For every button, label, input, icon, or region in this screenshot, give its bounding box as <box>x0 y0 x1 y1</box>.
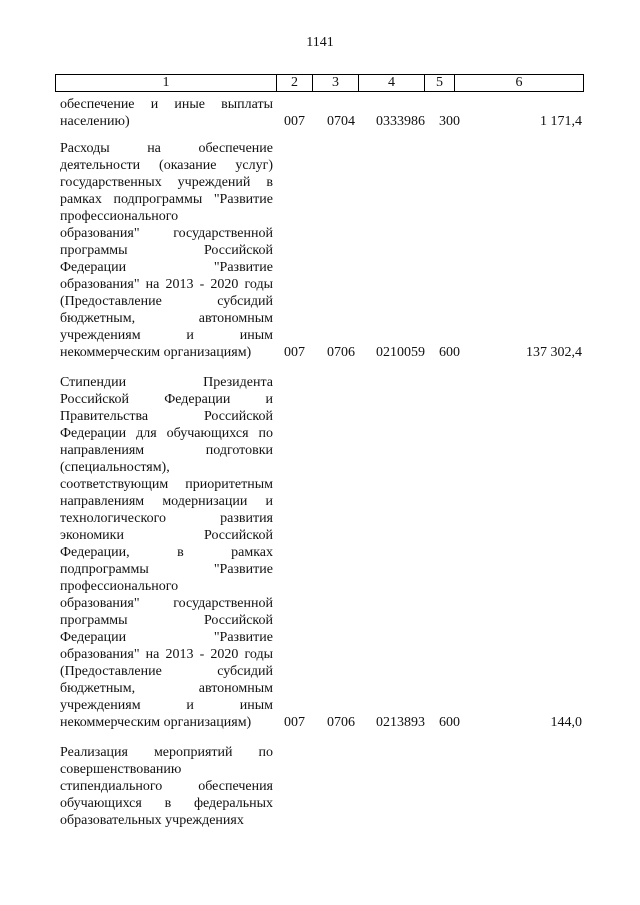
column-header-4: 4 <box>359 75 425 92</box>
description-line: программы Российской <box>60 243 273 258</box>
description-line: образования" государственной <box>60 596 273 611</box>
description-line: Федерации "Развитие <box>60 260 273 275</box>
page-number: 1141 <box>306 35 334 50</box>
description-line: некоммерческим организациям) <box>60 715 252 730</box>
row-cell-c6: 1 171,4 <box>540 114 582 129</box>
column-header-1: 1 <box>56 75 277 92</box>
description-line: Стипендии Президента <box>60 375 273 390</box>
description-line: деятельности (оказание услуг) <box>60 158 273 173</box>
description-line: учреждениям и иным <box>60 328 273 343</box>
column-header-table <box>55 74 584 92</box>
description-line: некоммерческим организациям) <box>60 345 252 360</box>
description-line: экономики Российской <box>60 528 273 543</box>
description-line: направлениям подготовки <box>60 443 273 458</box>
description-line: обеспечение и иные выплаты <box>60 97 273 112</box>
description-line: (Предоставление субсидий <box>60 664 273 679</box>
row-cell-c4: 0213893 <box>376 715 425 730</box>
description-line: программы Российской <box>60 613 273 628</box>
row-cell-c4: 0333986 <box>376 114 425 129</box>
description-line: образовательных учреждениях <box>60 813 244 828</box>
description-line: Федерации, в рамках <box>60 545 273 560</box>
description-line: бюджетным, автономным <box>60 311 273 326</box>
description-line: подпрограммы "Развитие <box>60 562 273 577</box>
row-cell-c2: 007 <box>284 715 305 730</box>
row-cell-c2: 007 <box>284 114 305 129</box>
description-line: Российской Федерации и <box>60 392 273 407</box>
description-line: государственных учреждений в <box>60 175 273 190</box>
description-line: (Предоставление субсидий <box>60 294 273 309</box>
row-description <box>60 96 273 130</box>
description-line: профессионального <box>60 579 179 594</box>
description-line: Расходы на обеспечение <box>60 141 273 156</box>
description-line: бюджетным, автономным <box>60 681 273 696</box>
row-cell-c5: 600 <box>439 715 460 730</box>
column-header-5: 5 <box>425 75 455 92</box>
row-cell-c6: 137 302,4 <box>526 345 582 360</box>
description-line: Реализация мероприятий по <box>60 745 273 760</box>
column-header-6: 6 <box>455 75 584 92</box>
description-line: образования" на 2013 - 2020 годы <box>60 647 273 662</box>
description-line: Федерации "Развитие <box>60 630 273 645</box>
description-line: Правительства Российской <box>60 409 273 424</box>
description-line: соответствующим приоритетным <box>60 477 273 492</box>
description-line: технологического развития <box>60 511 273 526</box>
row-cell-c3: 0704 <box>327 114 355 129</box>
row-cell-c2: 007 <box>284 345 305 360</box>
description-line: стипендиального обеспечения <box>60 779 273 794</box>
row-cell-c5: 300 <box>439 114 460 129</box>
row-cell-c3: 0706 <box>327 345 355 360</box>
description-line: образования" на 2013 - 2020 годы <box>60 277 273 292</box>
description-line: Федерации для обучающихся по <box>60 426 273 441</box>
row-description <box>60 744 273 829</box>
description-line: образования" государственной <box>60 226 273 241</box>
row-cell-c3: 0706 <box>327 715 355 730</box>
row-description <box>60 374 273 731</box>
row-cell-c5: 600 <box>439 345 460 360</box>
row-cell-c4: 0210059 <box>376 345 425 360</box>
description-line: направлениям модернизации и <box>60 494 273 509</box>
description-line: населению) <box>60 114 130 129</box>
column-header-3: 3 <box>313 75 359 92</box>
description-line: (специальностям), <box>60 460 170 475</box>
row-cell-c6: 144,0 <box>550 715 582 730</box>
description-line: совершенствованию <box>60 762 182 777</box>
column-header-row <box>56 75 584 92</box>
row-description <box>60 140 273 361</box>
description-line: рамках подпрограммы "Развитие <box>60 192 273 207</box>
description-line: профессионального <box>60 209 179 224</box>
column-header-2: 2 <box>277 75 313 92</box>
description-line: учреждениям и иным <box>60 698 273 713</box>
description-line: обучающихся в федеральных <box>60 796 273 811</box>
